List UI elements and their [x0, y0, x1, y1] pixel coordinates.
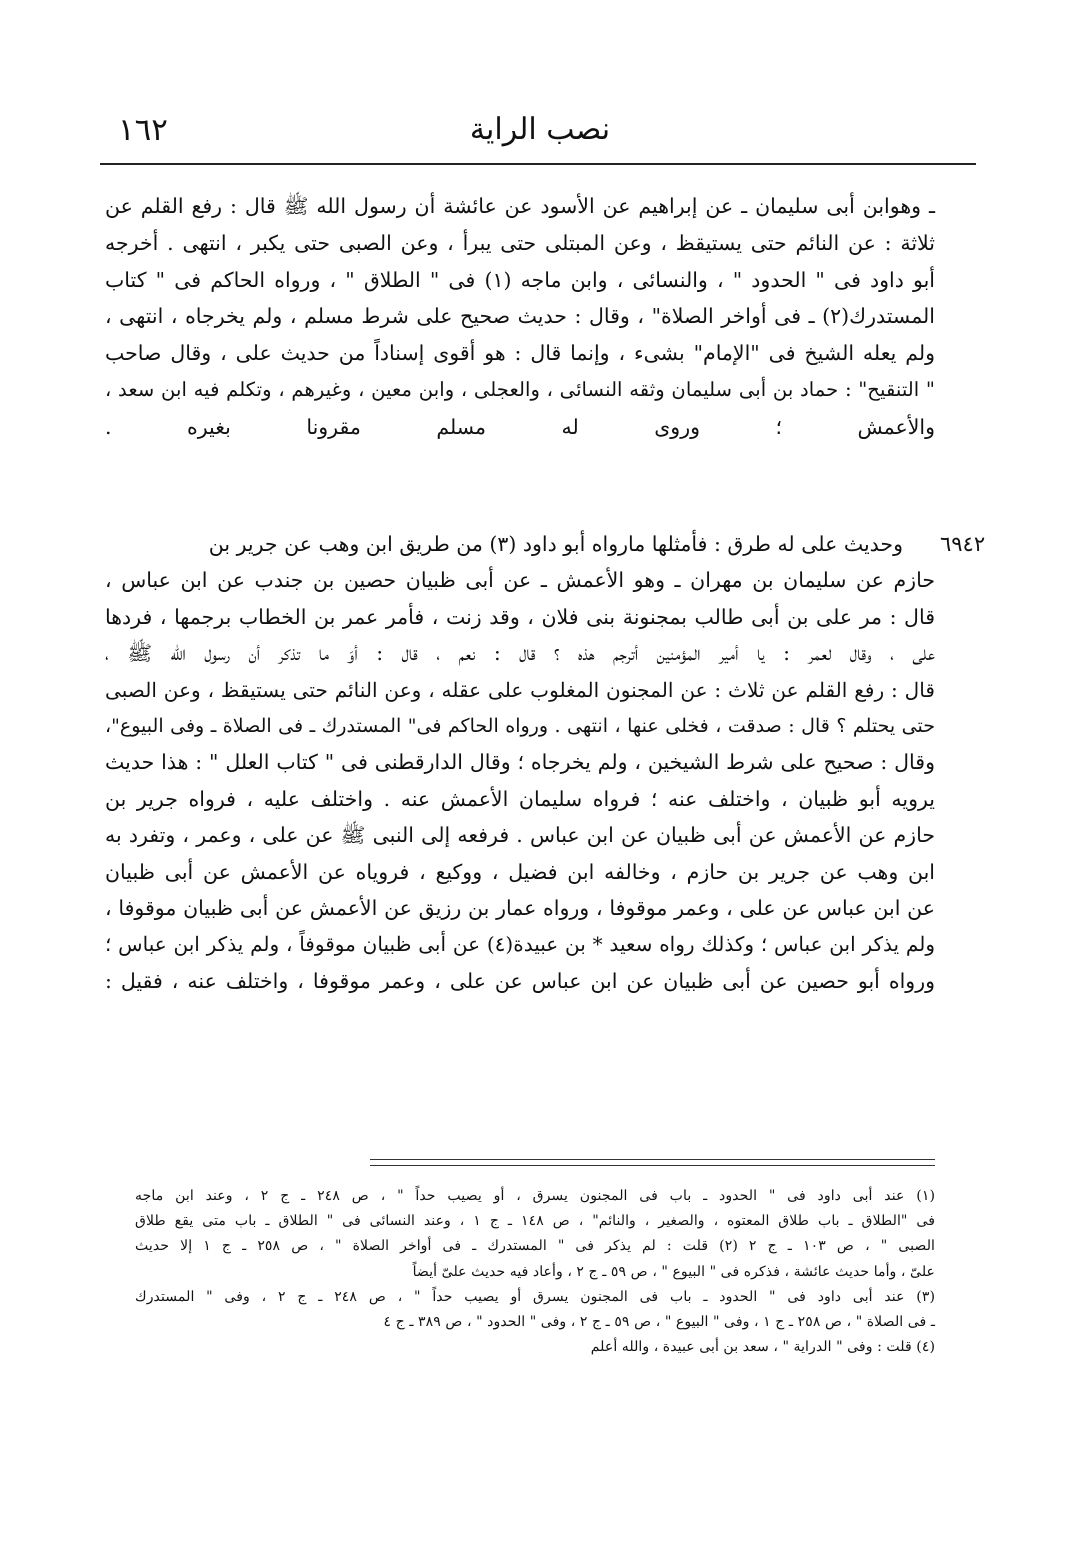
text-line: أبو داود فى " الحدود " ، والنسائى ، وابن ماجه (١) فى " الطلاق " ، ورواه الحاكم فى " كتاب — [105, 267, 935, 292]
text-line: ـ وهوابن أبى سليمان ـ عن إبراهيم عن الأسود عن عائشة أن رسول الله ﷺ قال : رفع القلم عن — [105, 194, 935, 218]
text-line: عن ابن عباس عن على ، وعمر موقوفا ، ورواه عمار بن رزيق عن الأعمش عن أبى ظبيان موقوفا ، — [105, 896, 935, 921]
text-line: حتى يحتلم ؟ قال : صدقت ، فخلى عنها ، انتهى . ورواه الحاكم فى" المستدرك ـ فى الصلاة ـ وفى البيوع"، — [105, 715, 935, 738]
text-line: حازم عن الأعمش عن أبى ظبيان عن ابن عباس . فرفعه إلى النبى ﷺ عن على ، وعمر ، وتفرد به — [105, 823, 935, 848]
running-title: نصب الراية — [469, 112, 611, 147]
text-line: قال : رفع القلم عن ثلاث : عن المجنون المغلوب على عقله ، وعن النائم حتى يستيقظ ، وعن الصبى — [105, 677, 935, 702]
footnote-line: فى "الطلاق ـ باب طلاق المعتوه ، والصغير ، والنائم" ، ص ١٤٨ ـ ج ١ ، وعند النسائى فى " الطلاق ـ باب متى يقع طلاق — [135, 1213, 935, 1230]
text-line: ولم يعله الشيخ فى "الإمام" بشىء ، وإنما قال : هو أقوى إسناداً من حديث على ، وقال صاحب — [105, 341, 935, 366]
text-line: وحديث على له طرق : فأمثلها مارواه أبو داود (٣) من طريق ابن وهب عن جرير بن — [208, 532, 903, 556]
footnote-line: (٤) قلت : وفى " الدراية " ، سعد بن أبى عبيدة ، والله أعلم — [590, 1339, 935, 1356]
text-line: ولم يذكر ابن عباس ؛ وكذلك رواه سعيد * بن عبيدة(٤) عن أبى ظبيان موقوفاً ، ولم يذكر ابن عباس ؛ — [105, 932, 935, 957]
footnote-line: الصبى " ، ص ١٠٣ ـ ج ٢ (٢) قلت : لم يذكر فى " المستدرك ـ فى أواخر الصلاة " ، ص ٢٥٨ ـ ج ١ إلا حديث — [135, 1238, 935, 1255]
text-line: وقال : صحيح على شرط الشيخين ، ولم يخرجاه ؛ وقال الدارقطنى فى " كتاب العلل " : هذا حديث — [105, 750, 935, 775]
text-line: قال : مر على بن أبى طالب بمجنونة بنى فلان ، وقد زنت ، فأمر عمر بن الخطاب برجمها ، فردها — [105, 604, 935, 629]
text-line: المستدرك(٢) ـ فى أواخر الصلاة" ، وقال : حديث صحيح على شرط مسلم ، ولم يخرجاه ، انتهى ، — [105, 304, 935, 329]
footnote-rule — [370, 1165, 935, 1166]
footnote-line: (٣) عند أبى داود فى " الحدود ـ باب فى المجنون يسرق أو يصيب حداً " ، ص ٢٤٨ ـ ج ٢ ، وفى " المستدرك — [135, 1288, 935, 1305]
text-line: على ، وقال لعمر : يا أمير المؤمنين أترجم هذه ؟ قال : نعم ، قال : أوَ ما تذكر أن رسول الله ﷺ ، — [105, 641, 935, 666]
footnote-line: (١) عند أبى داود فى " الحدود ـ باب فى المجنون يسرق ، أو يصيب حداً " ، ص ٢٤٨ ـ ج ٢ ، وعند ابن ماجه — [135, 1188, 935, 1204]
footnote-line: ـ فى الصلاة " ، ص ٢٥٨ ـ ج ١ ، وفى " البيوع " ، ص ٥٩ ـ ج ٢ ، وفى " الحدود " ، ص ٣٨٩ ـ ج ٤ — [383, 1314, 935, 1331]
page-number: ١٦٢ — [118, 112, 168, 148]
footnote-rule — [370, 1159, 935, 1160]
text-line: والأعمش ؛ وروى له مسلم مقرونا بغيره . — [105, 414, 935, 439]
text-line: ابن وهب عن جرير بن حازم ، وخالفه ابن فضيل ، ووكيع ، فروياه عن الأعمش عن أبى ظبيان — [105, 859, 935, 884]
footnotes — [135, 1184, 935, 1360]
text-line: ثلاثة : عن النائم حتى يستيقظ ، وعن المبتلى حتى يبرأ ، وعن الصبى حتى يكبر ، انتهى . أخرجه — [105, 230, 935, 255]
paragraph-continuation — [105, 188, 935, 446]
paragraph-hadith-ali — [105, 526, 935, 999]
text-line: ورواه أبو حصين عن أبى ظبيان عن ابن عباس عن على ، وعمر موقوفا ، واختلف عنه ، فقيل : — [105, 968, 935, 993]
text-line: يرويه أبو ظبيان ، واختلف عنه ؛ فرواه سليمان الأعمش عنه . واختلف عليه ، فرواه جرير بن — [105, 786, 935, 811]
text-line: " التنقيح" : حماد بن أبى سليمان وثقه النسائى ، والعجلى ، وابن معين ، وغيرهم ، وتكلم فيه ابن سعد ، — [105, 377, 935, 401]
footnote-line: علىّ ، وأما حديث عائشة ، فذكره فى " البيوع " ، ص ٥٩ ـ ج ٢ ، وأعاد فيه حديث علىّ أيضاً — [412, 1263, 935, 1280]
section-number: ٦٩٤٢ — [940, 532, 986, 556]
header-rule — [100, 163, 976, 165]
text-line: حازم عن سليمان بن مهران ـ وهو الأعمش ـ عن أبى ظبيان حصين بن جندب عن ابن عباس ، — [105, 568, 935, 593]
